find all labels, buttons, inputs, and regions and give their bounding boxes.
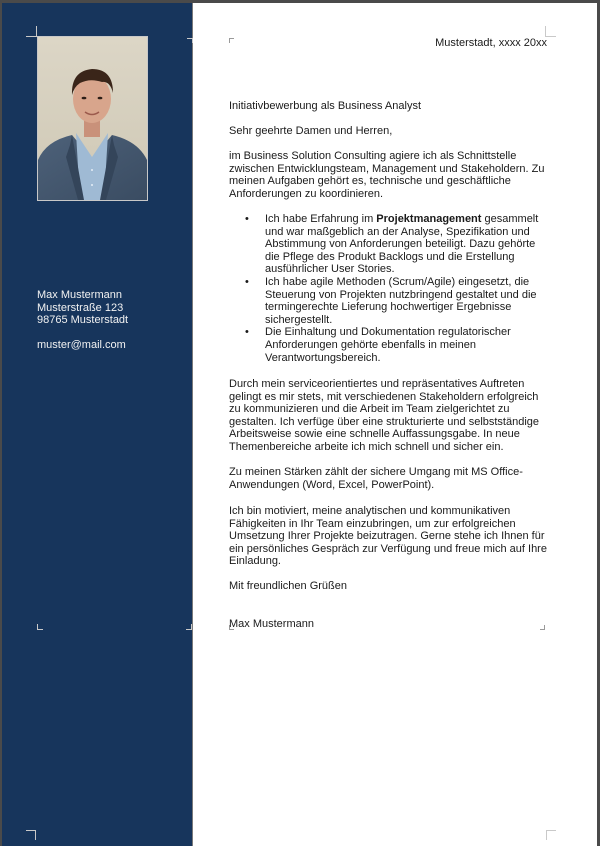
paragraph-skills: Durch mein serviceorientiertes und repräsentatives Auftreten gelingt es mir stets, mit verschiedenen Stakeholdern erfolgreich zu kommunizieren und die Arbeit im Team zielgerichtet zu gestalten. Ich verfüge über eine strukturierte und selbstständige Arbeitsweise sowie eine schnelle Auffassungsgabe. In neue Themenbereiche arbeite ich mich schnell und sicher ein. xyxy=(229,378,540,453)
experience-list xyxy=(229,213,547,364)
boundary-mark xyxy=(186,624,192,630)
bullet-icon: • xyxy=(245,275,249,288)
boundary-mark xyxy=(545,26,556,37)
sidebar xyxy=(2,3,193,846)
contact-email[interactable]: muster@mail.com xyxy=(37,339,126,352)
portrait-image xyxy=(38,37,147,200)
intro-paragraph: im Business Solution Consulting agiere ich als Schnittstelle zwischen Entwicklungsteam, Management und Stakeholdern. Zu meinen Aufgaben gehört es, technische und geschäftliche Anforderungen zu koordinieren. xyxy=(229,150,545,200)
emphasis: Projektmanagement xyxy=(376,213,482,225)
paragraph-office: Zu meinen Stärken zählt der sichere Umgang mit MS Office-Anwendungen (Word, Excel, PowerPoint). xyxy=(229,466,523,491)
profile-photo xyxy=(37,36,148,201)
list-item: • Ich habe Erfahrung im Projektmanagement gesammelt und war maßgeblich an der Analyse, Spezifikation und Abstimmung von Anforderungen beteiligt. Dazu gehörte die Pflege des Produkt Backlogs und die Erstellung ausführlicher User Stories. xyxy=(245,213,539,276)
contact-street: Musterstraße 123 xyxy=(37,301,124,314)
closing: Mit freundlichen Grüßen xyxy=(229,580,347,592)
paragraph-motivation: Ich bin motiviert, meine analytischen und kommunikativen Fähigkeiten in Ihr Team einzubringen, um zur erfolgreichen Umsetzung Ihrer Projekte beizutragen. Gerne stehe ich Ihnen für ein persönliches Gespräch zur Verfügung und freue mich auf Ihre Einladung. xyxy=(229,505,547,568)
boundary-mark xyxy=(37,624,43,630)
boundary-mark xyxy=(26,830,36,840)
list-item: • Ich habe agile Methoden (Scrum/Agile) eingesetzt, die Steuerung von Projekten nutzbringend gestaltet und die termingerechte Lieferung hochwertiger Ergebnisse sichergestellt. xyxy=(245,275,537,326)
subject-line: Initiativbewerbung als Business Analyst xyxy=(229,100,421,112)
contact-city: 98765 Musterstadt xyxy=(37,314,129,327)
signature: Max Mustermann xyxy=(229,618,314,630)
bullet-icon: • xyxy=(245,213,249,225)
boundary-mark xyxy=(546,830,556,840)
place-date: Musterstadt, xxxx 20xx xyxy=(435,37,547,49)
contact-block xyxy=(37,289,128,352)
boundary-mark xyxy=(26,26,37,37)
boundary-mark xyxy=(187,38,193,43)
contact-name: Max Mustermann xyxy=(37,289,122,301)
boundary-mark xyxy=(229,38,234,43)
document-page xyxy=(2,3,597,846)
bullet-icon: • xyxy=(245,326,249,339)
salutation: Sehr geehrte Damen und Herren, xyxy=(229,125,393,137)
list-item: • Die Einhaltung und Dokumentation regulatorischer Anforderungen gehörte ebenfalls in meinen Verantwortungsbereich. xyxy=(245,326,511,364)
